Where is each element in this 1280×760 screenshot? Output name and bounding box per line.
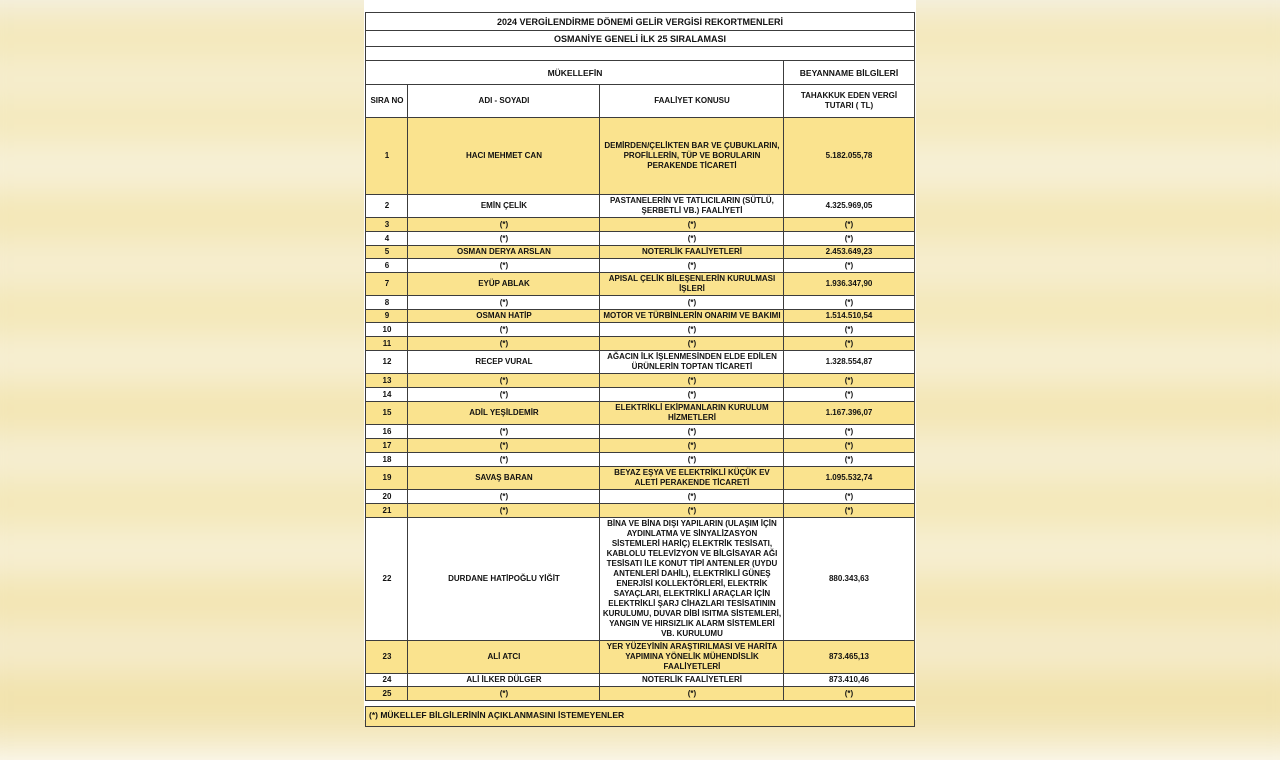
name-cell: ADİL YEŞİLDEMİR bbox=[408, 402, 600, 425]
activity-cell: APISAL ÇELİK BİLEŞENLERİN KURULMASI İŞLERİ bbox=[600, 273, 784, 296]
name-cell: (*) bbox=[408, 490, 600, 504]
tax-cell: (*) bbox=[784, 337, 914, 351]
activity-cell: (*) bbox=[600, 453, 784, 467]
tax-cell: 2.453.649,23 bbox=[784, 246, 914, 259]
name-cell: SAVAŞ BARAN bbox=[408, 467, 600, 490]
activity-cell: (*) bbox=[600, 388, 784, 402]
tax-cell: 1.936.347,90 bbox=[784, 273, 914, 296]
tax-cell: (*) bbox=[784, 323, 914, 337]
group-header-declaration: BEYANNAME BİLGİLERİ bbox=[784, 61, 914, 85]
rank-cell: 19 bbox=[366, 467, 408, 490]
table-row bbox=[366, 337, 914, 351]
activity-cell: AĞACIN İLK İŞLENMESİNDEN ELDE EDİLEN ÜRÜNLERİN TOPTAN TİCARETİ bbox=[600, 351, 784, 374]
table-row bbox=[366, 504, 914, 518]
rank-cell: 17 bbox=[366, 439, 408, 453]
activity-cell: MOTOR VE TÜRBİNLERİN ONARIM VE BAKIMI bbox=[600, 310, 784, 323]
spacer-row bbox=[366, 47, 914, 61]
name-cell: (*) bbox=[408, 439, 600, 453]
rank-cell: 5 bbox=[366, 246, 408, 259]
activity-cell: DEMİRDEN/ÇELİKTEN BAR VE ÇUBUKLARIN, PROFİLLERİN, TÜP VE BORULARIN PERAKENDE TİCARETİ bbox=[600, 118, 784, 195]
document-page bbox=[364, 0, 916, 720]
name-cell: (*) bbox=[408, 453, 600, 467]
column-header-activity: FAALİYET KONUSU bbox=[600, 85, 784, 118]
activity-cell: (*) bbox=[600, 490, 784, 504]
table-row bbox=[366, 467, 914, 490]
activity-cell: ELEKTRİKLİ EKİPMANLARIN KURULUM HİZMETLERİ bbox=[600, 402, 784, 425]
table-row bbox=[366, 425, 914, 439]
rank-cell: 6 bbox=[366, 259, 408, 273]
tax-cell: 880.343,63 bbox=[784, 518, 914, 641]
activity-cell: YER YÜZEYİNİN ARAŞTIRILMASI VE HARİTA YAPIMINA YÖNELİK MÜHENDİSLİK FAALİYETLERİ bbox=[600, 641, 784, 674]
table-row bbox=[366, 323, 914, 337]
tax-cell: (*) bbox=[784, 374, 914, 388]
rank-cell: 13 bbox=[366, 374, 408, 388]
activity-cell: (*) bbox=[600, 374, 784, 388]
table-row bbox=[366, 490, 914, 504]
table-row bbox=[366, 687, 914, 701]
name-cell: (*) bbox=[408, 687, 600, 701]
rank-cell: 12 bbox=[366, 351, 408, 374]
table-subtitle-row bbox=[366, 31, 914, 47]
rank-cell: 3 bbox=[366, 218, 408, 232]
column-header-name: ADI - SOYADI bbox=[408, 85, 600, 118]
rank-cell: 20 bbox=[366, 490, 408, 504]
name-cell: ALİ ATCI bbox=[408, 641, 600, 674]
rank-cell: 15 bbox=[366, 402, 408, 425]
table-body bbox=[366, 118, 914, 701]
rank-cell: 7 bbox=[366, 273, 408, 296]
table-row bbox=[366, 195, 914, 218]
activity-cell: BİNA VE BİNA DIŞI YAPILARIN (ULAŞIM İÇİN AYDINLATMA VE SİNYALİZASYON SİSTEMLERİ HARİÇ) ELEKTRİK TESİSATI, KABLOLU TELEVİZYON VE BİLGİSAYAR AĞI TESİSATI İLE KONUT TİPİ ANTENLER (UYDU ANTENLERİ DAHİL), ELEKTRİKLİ GÜNEŞ ENERJİSİ KOLLEKTÖRLERİ, ELEKTRİK SAYAÇLARI, ELEKTRİKLİ ARAÇLAR İÇİN ELEKTRİKLİ ŞARJ CİHAZLARI TESİSATININ KURULUMU, DUVAR DİBİ ISITMA SİSTEMLERİ, YANGIN VE HIRSIZLIK ALARM SİSTEMLERİ VB. KURULUMU bbox=[600, 518, 784, 641]
name-cell: (*) bbox=[408, 425, 600, 439]
activity-cell: PASTANELERİN VE TATLICILARIN (SÜTLÜ, ŞERBETLİ VB.) FAALİYETİ bbox=[600, 195, 784, 218]
tax-cell: (*) bbox=[784, 490, 914, 504]
table-row bbox=[366, 218, 914, 232]
name-cell: HACI MEHMET CAN bbox=[408, 118, 600, 195]
activity-cell: (*) bbox=[600, 296, 784, 310]
name-cell: (*) bbox=[408, 337, 600, 351]
table-row bbox=[366, 259, 914, 273]
name-cell: (*) bbox=[408, 323, 600, 337]
rank-cell: 21 bbox=[366, 504, 408, 518]
tax-cell: 873.410,46 bbox=[784, 674, 914, 687]
name-cell: (*) bbox=[408, 232, 600, 246]
name-cell: EMİN ÇELİK bbox=[408, 195, 600, 218]
tax-cell: (*) bbox=[784, 296, 914, 310]
name-cell: (*) bbox=[408, 388, 600, 402]
table-row bbox=[366, 232, 914, 246]
tax-cell: 4.325.969,05 bbox=[784, 195, 914, 218]
tax-cell: 1.167.396,07 bbox=[784, 402, 914, 425]
name-cell: (*) bbox=[408, 504, 600, 518]
table-title-row bbox=[366, 13, 914, 31]
table-row bbox=[366, 402, 914, 425]
table-row bbox=[366, 246, 914, 259]
name-cell: EYÜP ABLAK bbox=[408, 273, 600, 296]
rank-cell: 1 bbox=[366, 118, 408, 195]
table-row bbox=[366, 518, 914, 641]
column-header-tax: TAHAKKUK EDEN VERGİ TUTARI ( TL) bbox=[784, 85, 914, 118]
activity-cell: (*) bbox=[600, 687, 784, 701]
rank-cell: 10 bbox=[366, 323, 408, 337]
rank-cell: 16 bbox=[366, 425, 408, 439]
name-cell: (*) bbox=[408, 296, 600, 310]
rank-cell: 2 bbox=[366, 195, 408, 218]
table-row bbox=[366, 273, 914, 296]
activity-cell: (*) bbox=[600, 439, 784, 453]
activity-cell: BEYAZ EŞYA VE ELEKTRİKLİ KÜÇÜK EV ALETİ PERAKENDE TİCARETİ bbox=[600, 467, 784, 490]
rank-cell: 8 bbox=[366, 296, 408, 310]
table-row bbox=[366, 310, 914, 323]
tax-cell: (*) bbox=[784, 388, 914, 402]
tax-ranking-table bbox=[365, 12, 914, 701]
table-row bbox=[366, 388, 914, 402]
tax-cell: 1.328.554,87 bbox=[784, 351, 914, 374]
tax-cell: (*) bbox=[784, 425, 914, 439]
tax-cell: 1.514.510,54 bbox=[784, 310, 914, 323]
rank-cell: 9 bbox=[366, 310, 408, 323]
activity-cell: NOTERLİK FAALİYETLERİ bbox=[600, 246, 784, 259]
name-cell: DURDANE HATİPOĞLU YİĞİT bbox=[408, 518, 600, 641]
rank-cell: 23 bbox=[366, 641, 408, 674]
tax-cell: (*) bbox=[784, 259, 914, 273]
activity-cell: (*) bbox=[600, 337, 784, 351]
name-cell: RECEP VURAL bbox=[408, 351, 600, 374]
name-cell: (*) bbox=[408, 259, 600, 273]
activity-cell: (*) bbox=[600, 218, 784, 232]
table-row bbox=[366, 374, 914, 388]
spacer-cell bbox=[366, 47, 914, 61]
table-subtitle: OSMANİYE GENELİ İLK 25 SIRALAMASI bbox=[366, 31, 914, 47]
tax-cell: 873.465,13 bbox=[784, 641, 914, 674]
activity-cell: (*) bbox=[600, 232, 784, 246]
table-row bbox=[366, 674, 914, 687]
table-row bbox=[366, 118, 914, 195]
table-row bbox=[366, 453, 914, 467]
tax-cell: (*) bbox=[784, 504, 914, 518]
tax-cell: 1.095.532,74 bbox=[784, 467, 914, 490]
column-header-row bbox=[366, 85, 914, 118]
name-cell: OSMAN DERYA ARSLAN bbox=[408, 246, 600, 259]
activity-cell: (*) bbox=[600, 323, 784, 337]
table-row bbox=[366, 296, 914, 310]
activity-cell: (*) bbox=[600, 504, 784, 518]
rank-cell: 4 bbox=[366, 232, 408, 246]
column-header-rank: SIRA NO bbox=[366, 85, 408, 118]
tax-cell: (*) bbox=[784, 232, 914, 246]
footnote-bar: (*) MÜKELLEF BİLGİLERİNİN AÇIKLANMASINI İSTEMEYENLER bbox=[365, 706, 915, 727]
rank-cell: 25 bbox=[366, 687, 408, 701]
tax-cell: (*) bbox=[784, 687, 914, 701]
activity-cell: (*) bbox=[600, 425, 784, 439]
table-row bbox=[366, 351, 914, 374]
tax-cell: 5.182.055,78 bbox=[784, 118, 914, 195]
tax-cell: (*) bbox=[784, 439, 914, 453]
table-title: 2024 VERGİLENDİRME DÖNEMİ GELİR VERGİSİ REKORTMENLERİ bbox=[366, 13, 914, 31]
tax-cell: (*) bbox=[784, 453, 914, 467]
rank-cell: 18 bbox=[366, 453, 408, 467]
rank-cell: 22 bbox=[366, 518, 408, 641]
activity-cell: NOTERLİK FAALİYETLERİ bbox=[600, 674, 784, 687]
rank-cell: 11 bbox=[366, 337, 408, 351]
name-cell: (*) bbox=[408, 218, 600, 232]
tax-cell: (*) bbox=[784, 218, 914, 232]
group-header-taxpayer: MÜKELLEFİN bbox=[366, 61, 784, 85]
rank-cell: 14 bbox=[366, 388, 408, 402]
name-cell: OSMAN HATİP bbox=[408, 310, 600, 323]
table-row bbox=[366, 439, 914, 453]
rank-cell: 24 bbox=[366, 674, 408, 687]
activity-cell: (*) bbox=[600, 259, 784, 273]
name-cell: ALİ İLKER DÜLGER bbox=[408, 674, 600, 687]
table-row bbox=[366, 641, 914, 674]
group-header-row bbox=[366, 61, 914, 85]
name-cell: (*) bbox=[408, 374, 600, 388]
